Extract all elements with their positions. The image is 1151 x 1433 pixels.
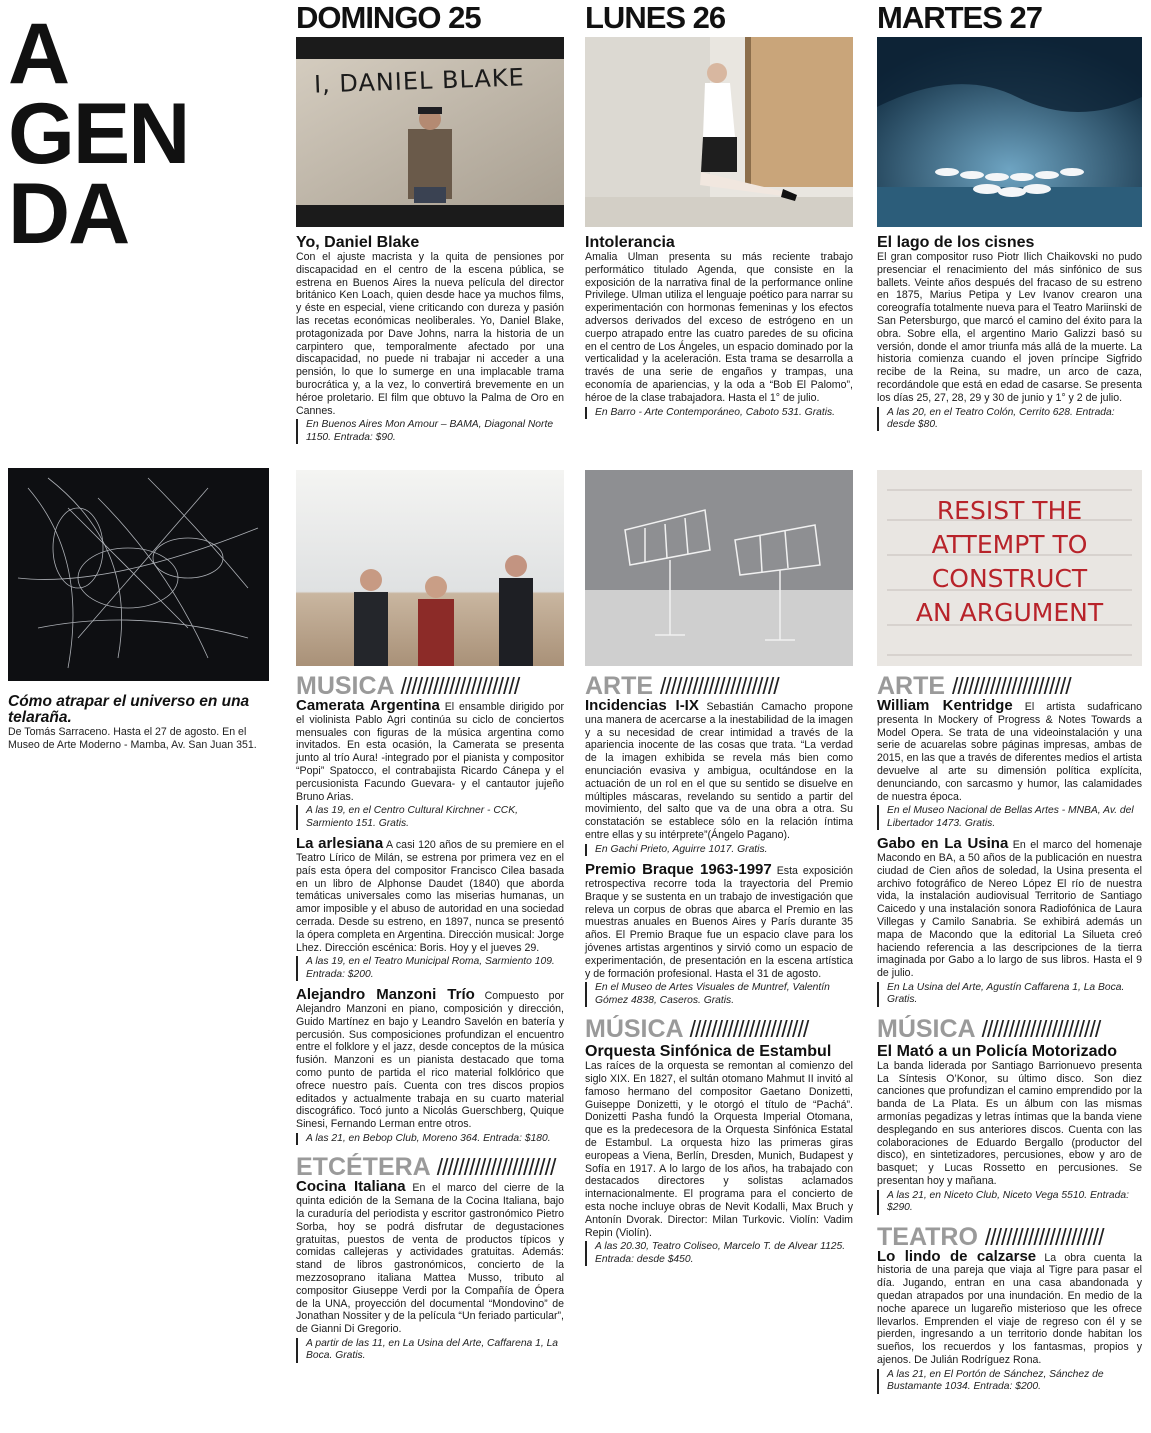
entry-title: Orquesta Sinfónica de Estambul [585, 1043, 832, 1061]
section-slashes: ////////////////////// [400, 673, 520, 699]
entry-premio-braque [585, 861, 853, 1007]
section-label: MÚSICA [585, 1015, 683, 1044]
section-label: TEATRO [877, 1222, 978, 1251]
entry-title: Alejandro Manzoni Trío [296, 986, 475, 1004]
entry-title: Lo lindo de calzarse [877, 1247, 1037, 1265]
graffiti-text: I, DANIEL BLAKE [313, 63, 526, 99]
entry-body: Esta exposición retrospectiva recorre toda la trayectoria del Premio Braque y se sustenta en un trabajo de investigación que releva un corpus de obras que abarca el Premio en las muestras anuales en Buenos Aires y París durante 35 años. El Premio Braque fue un espacio clave para los jóvenes artistas argentinos y sirvió como un espacio de experimentación, de presentación en la escena artística y de formación profesional. Hasta el 31 de agosto. [585, 865, 853, 980]
entry-daniel-blake [296, 234, 564, 444]
day-header-martes: MARTES 27 [877, 0, 1042, 35]
entry-info: A las 19, en el Teatro Municipal Roma, Sarmiento 109. Entrada: $200. [296, 956, 564, 981]
section-label: MUSICA [296, 672, 394, 700]
section-slashes: ////////////////////// [952, 673, 1071, 699]
section-head-musica [877, 1015, 1142, 1043]
section-slashes: ////////////////////// [660, 673, 779, 699]
section-head-teatro [877, 1223, 1142, 1251]
entry-info: A las 20.30, Teatro Coliseo, Marcelo T. de Alvear 1125. Entrada: desde $450. [585, 1241, 853, 1266]
section-label: ARTE [585, 672, 654, 700]
entry-gabo-usina [877, 835, 1142, 1007]
entry-title: La arlesiana [296, 835, 384, 853]
entry-title: Cocina Italiana [296, 1178, 406, 1196]
section-slashes: ////////////////////// [981, 1015, 1101, 1042]
entry-body: Sebastián Camacho propone una manera de acercarse a la inestabilidad de la imagen y a su necesidad de crear intimidad a través de la apariencia inocente de las cosas que trata. “La verdad de la imagen exhibida se revela más bien como enunciación evasiva y ambigua, ocultándose en la actuación de un rol en el que su sentido se disuelve en múltiples máscaras, revelando su sentido a partir del movimiento, del salto que va de una obra a otra. Su constatación se establece sólo en la relación íntima entre ellas y su intérprete”(Ángelo Pagano). [585, 701, 853, 841]
sign-line: AN ARGUMENT [915, 598, 1104, 627]
column-3 [877, 672, 1142, 1402]
entry-title: Yo, Daniel Blake [296, 234, 420, 251]
section-label: MÚSICA [877, 1014, 975, 1043]
entry-arlesiana [296, 835, 564, 981]
entry-info: A las 19, en el Centro Cultural Kirchner - CCK, Sarmiento 151. Gratis. [296, 805, 564, 830]
lede-title: Cómo atrapar el universo en una telaraña. [8, 693, 250, 726]
entry-body: A casi 120 años de su premiere en el Teatro Lírico de Milán, se estrena por primera vez en el país esta ópera del compositor Francisco Cilea basada en un libro de Alphonse Daudet (1840) que aborda temáticas universales como las miserias humanas, un amor imposible y el abuso de autoridad en una sociedad cerrada. Desde su estreno, en 1897, nunca se presentó la ópera completa en Argentina. Dirección musical: Jorge Lhez. Dirección escénica: Boris. Hoy y el jueves 29. [296, 839, 564, 954]
entry-title: Intolerancia [585, 234, 675, 251]
incidencias-photo [585, 470, 853, 666]
entry-body: El artista sudafricano presenta In Mockery of Progress & Notes Towards a Model Opera. Se trata de una videoinstalación y una serie de acuarelas sobre páginas impresas, ambas de 2015, en las que a través de diferentes medios el artista devuelve al arte su dimensión política explícita, denunciando, con sarcasmo y humor, las calamidades de nuestra época. [877, 701, 1142, 803]
entry-info: A las 21, en Bebop Club, Moreno 364. Entrada: $180. [296, 1133, 564, 1145]
entry-body: El ensamble dirigido por el violinista Pablo Agri continúa su ciclo de conciertos mensuales con figuras de la música argentina como invitados. En esta ocasión, la Camerata se presenta junto al trío Aura! -integrado por el pianista y compositor “Popi” Spatocco, el contrabajista Ricardo Cánepa y el percusionista Facundo Guevara- y el cantautor jujeño Bruno Arias. [296, 701, 564, 803]
section-label: ETCÉTERA [296, 1153, 430, 1182]
entry-title: El lago de los cisnes [877, 234, 1035, 251]
entry-info: A las 21, en Niceto Club, Niceto Vega 5510. Entrada: $290. [877, 1190, 1142, 1215]
section-head-etcetera [296, 1153, 564, 1181]
masthead-line-3: DA [8, 166, 129, 262]
entry-orquesta-estambul [585, 1043, 853, 1266]
entry-info: En Gachi Prieto, Aguirre 1017. Gratis. [585, 844, 853, 856]
masthead-line-1: A [8, 6, 69, 102]
section-head-musica [585, 1015, 853, 1043]
sign-line: CONSTRUCT [931, 564, 1088, 593]
entry-info: En Barro - Arte Contemporáneo, Caboto 531. Gratis. [585, 407, 853, 419]
entry-body: El gran compositor ruso Piotr Ilich Chaikovski no pudo presenciar el renacimiento del más sinfónico de sus ballets. Veinte años después del fracaso de su estreno en 1875, Marius Petipa y Lev Ivanov crearon una coreografía totalmente nueva para el Teatro Mariinski de San Petersburgo, que marcó el camino del éxito para la obra. Sobre ella, el argentino Mario Galizzi basó su versión, donde el amor triunfa más allá de la muerte. La historia comienza cuando el joven príncipe Sigfrido recibe de la Reina, su madre, un arco de caza, recordándole que está en edad de casarse. Se presenta los días 25, 27, 28, 29 y 30 de junio y 1° y 2 de julio. [877, 251, 1142, 404]
entry-info: A partir de las 11, en La Usina del Arte, Caffarena 1, La Boca. Gratis. [296, 1338, 564, 1363]
camerata-photo [296, 470, 564, 666]
section-head-arte [585, 672, 853, 700]
entry-title: Camerata Argentina [296, 697, 440, 714]
entry-body: En el marco del homenaje Macondo en BA, a 50 años de la publicación en nuestra ciudad de Cien años de soledad, la Usina presenta el archivo fotográfico de Nereo López El río de nuestra vida, la instalación audiovisual Territorio de Santiago Caicedo y una instalación sonora Radiofónica de Laura Villegas y Camilo Sanabria. Se exhibirá además un mapa de Macondo que la editorial La Silueta creó haciendo referencia a las descripciones de la tierra imaginada por Gabo a lo largo de sus libros. Hasta el 9 de julio. [877, 839, 1142, 980]
section-head-arte [877, 672, 1142, 700]
column-1 [296, 672, 564, 1371]
entry-incidencias [585, 697, 853, 856]
entry-kentridge [877, 697, 1142, 830]
swan-lake-photo [877, 37, 1142, 227]
entry-title: Incidencias I-IX [585, 697, 699, 714]
lede-body: De Tomás Sarraceno. Hasta el 27 de agosto. En el Museo de Arte Moderno - Mamba, Av. San Juan 351. [8, 726, 257, 751]
section-label: ARTE [877, 672, 946, 700]
entry-title: Premio Braque 1963-1997 [585, 861, 772, 879]
sign-line: RESIST THE [936, 496, 1083, 525]
section-slashes: ////////////////////// [436, 1154, 556, 1181]
kentridge-sign-photo [877, 470, 1142, 666]
entry-body: Amalia Ulman presenta su más reciente trabajo performático titulado Agenda, que consiste en la exposición de la narrativa final de la performance online Privilege. Ulman utiliza el lenguaje poético para narrar su experimentación con hormonas femeninas y los efectos adversos derivados del exceso de estrógeno en un cuerpo atrapado entre las cuatro paredes de su oficina en el centro de Los Ángeles, un espacio dominado por la verticalidad y la aceleración. Esta trama se desarrolla a través de una serie de engaños y trampas, una economía de apariencias, y la oda a “Bob El Palomo”, héroe de la clase trabajadora. Hasta el 1° de julio. [585, 251, 853, 404]
entry-el-mato [877, 1043, 1142, 1215]
entry-camerata [296, 697, 564, 830]
masthead-line-2: GEN [8, 86, 189, 182]
entry-info: A las 20, en el Teatro Colón, Cerrito 628. Entrada: desde $80. [877, 407, 1142, 432]
column-2 [585, 672, 853, 1274]
entry-intolerancia [585, 234, 853, 419]
day-header-lunes: LUNES 26 [585, 0, 726, 35]
entry-title: El Mató a un Policía Motorizado [877, 1042, 1118, 1060]
entry-body: Con el ajuste macrista y la quita de pensiones por discapacidad en el centro de la escena pública, se estrena en Buenos Aires la nueva película del director británico Ken Loach, quien desde hace ya muchos films, y éste en especial, viene criticando con dureza y pasión las recetas económicas neoliberales. Yo, Daniel Blake, protagonizada por Dave Johns, narra la historia de un carpintero que, temporalmente afectado por una discapacidad, no puede ni trabajar ni acceder a una pensión, lo que lo sumerge en una implacable trama burocrática y, a la vez, lo convertirá brevemente en un héroe proletario. El film que obtuvo la Palma de Oro en Cannes. [296, 251, 564, 417]
entry-body: La obra cuenta la historia de una pareja que viaja al Tigre para pasar el día. Jugando, entran en una casa abandonada y quedan atrapados por una inundación. En medio de la noche aparece un lugareño misterioso que les ofrece llevarlos. Emprenden el viaje de regreso con él y se pierden, ingresando a un territorio donde habitan los sueños, los recuerdos y los fantasmas, propios y ajenos. De Julián Rodríguez Rona. [877, 1251, 1143, 1366]
intolerancia-photo [585, 37, 853, 227]
agenda-masthead [8, 6, 189, 262]
protest-sign-text [877, 494, 1142, 630]
entry-cocina-italiana [296, 1178, 564, 1362]
sign-line: ATTEMPT TO [931, 530, 1088, 559]
entry-info: En el Museo Nacional de Bellas Artes - MNBA, Av. del Libertador 1473. Gratis. [877, 805, 1142, 830]
entry-manzoni-trio [296, 986, 564, 1145]
entry-info: En Buenos Aires Mon Amour – BAMA, Diagonal Norte 1150. Entrada: $90. [296, 419, 564, 444]
spiderweb-photo [8, 468, 269, 681]
entry-lago-cisnes [877, 234, 1142, 431]
entry-title: Gabo en La Usina [877, 835, 1009, 853]
section-slashes: ////////////////////// [689, 1016, 809, 1043]
section-slashes: ////////////////////// [984, 1223, 1104, 1250]
lede-caption [8, 694, 258, 752]
entry-body: La banda liderada por Santiago Barrionuevo presenta La Síntesis O’Konor, su último disco. Son diez canciones que profundizan el camino emprendido por la banda de La Plata. Es un álbum con las mismas armonías pegadizas y letras íntimas que la banda viene desplegando en sus anteriores discos. Cuenta con las colaboraciones de Eduardo Bergallo (productor del disco), en sintetizadores, percusiones, ebow y aro de basquet; y Lucas Rossetto en percusiones. Se presentan hoy y mañana. [877, 1059, 1142, 1187]
entry-body: Las raíces de la orquesta se remontan al comienzo del siglo XIX. En 1827, el sultán otomano Mahmut II invitó al famoso hermano del compositor Gaetano Donizetti, Guiseppe Donizetti, y le otorgó el título de “Pachá”. Donizetti Pasha fundó la Orquesta Imperial Otomana, que es la predecesora de la Orquesta Sinfónica Estatal de Estambul. La orquesta hizo las primeras giras europeas a Viena, Berlín, Dresden, Munich, Budapest y Sofía en 1917. A lo largo de los años, ha trabajado con destacados directores y solistas aclamados internacionalmente. El programa para el concierto de esta noche incluye obras de Nevit Kodalli, Max Bruch y Antonín Dvorak. Director: Milan Turkovic. Violín: Vadim Repin (Violín). [585, 1060, 853, 1239]
day-header-domingo: DOMINGO 25 [296, 0, 481, 35]
entry-info: A las 21, en El Portón de Sánchez, Sánchez de Bustamante 1034. Entrada: $200. [877, 1369, 1142, 1394]
daniel-blake-photo [296, 37, 564, 227]
entry-title: William Kentridge [877, 697, 1013, 714]
entry-info: En el Museo de Artes Visuales de Muntref, Valentín Gómez 4838, Caseros. Gratis. [585, 982, 853, 1007]
section-head-musica [296, 672, 564, 700]
entry-lo-lindo-de-calzarse [877, 1247, 1143, 1394]
entry-info: En La Usina del Arte, Agustín Caffarena 1, La Boca. Gratis. [877, 982, 1142, 1007]
entry-body: En el marco del cierre de la quinta edición de la Semana de la Cocina Italiana, bajo la curaduría del periodista y escritor gastronómico Pietro Sorba, hoy se podrá disfrutar de degustaciones gratuitas, puestos de venta de productos típicos y comidas callejeras y actividades gratuitas. Además: stand de libros gastronómicos, concierto de la mezzosoprano italiana Mattea Musso, tributo al compositor Giuseppe Verdi por la Compañía de Ópera de la UNA, proyección del documental “Mondovino” de Jonathan Nossiter y de la película “Un feriado particular”, de Gianni Di Gregorio. [296, 1182, 564, 1336]
entry-body: Compuesto por Alejandro Manzoni en piano, composición y dirección, Guido Martínez en bajo y Leandro Savelón en batería y percusión. Sus composiciones profundizan el encuentro entre el folklore y el jazz, desde conceptos de la música fusión. Manzoni es un pianista destacado que toma como punto de partida el rico material folklórico que ofrece nuestro país. Cuenta con tres discos propios editados y actualmente trabaja en su cuarto material discográfico. Tocó junto a Nicolás Guerschberg, Quique Sinesi, Fernando Lerman entre otros. [296, 990, 564, 1131]
